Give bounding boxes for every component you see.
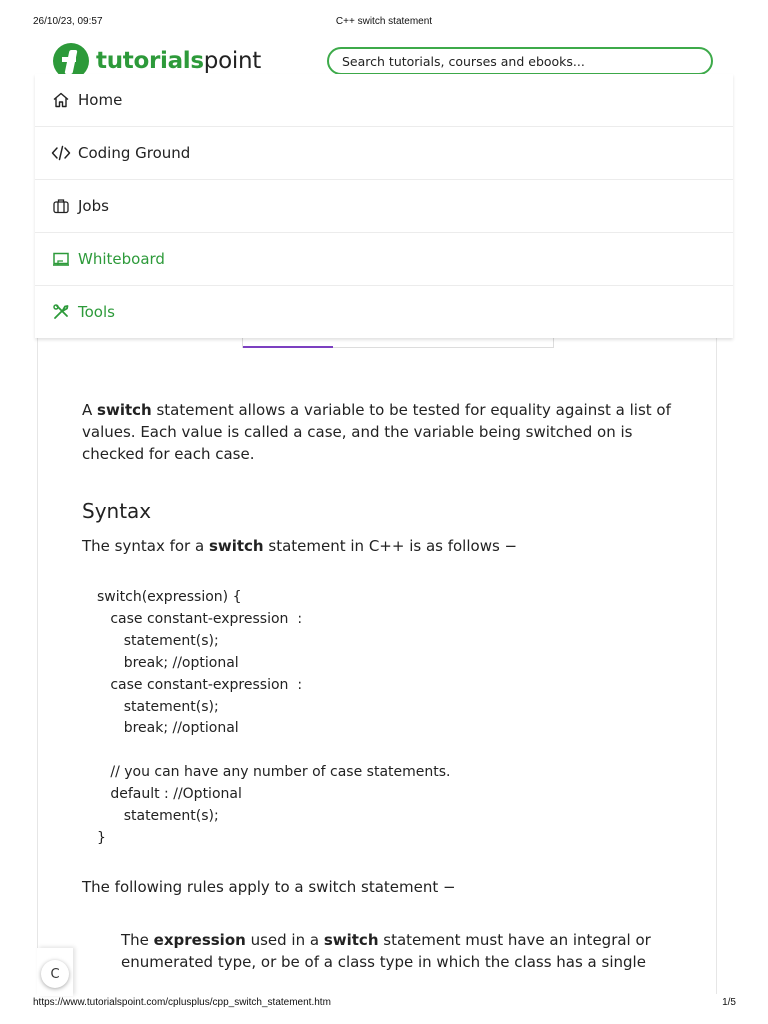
- syntax-heading: Syntax: [82, 499, 152, 523]
- rule-pre: The: [121, 931, 154, 949]
- code-line: // you can have any number of case statements.: [97, 764, 451, 781]
- floating-tab: [37, 948, 73, 996]
- code-line: default : //Optional: [97, 786, 242, 803]
- code-line: case constant-expression :: [97, 610, 303, 627]
- intro-post: statement allows a variable to be tested for equality against a list of values. Each value is called a case, and the variable being switched on is checked for each case.: [82, 401, 671, 463]
- syntax-intro-post: statement in C++ is as follows −: [263, 537, 518, 555]
- rule-keyword-switch: switch: [323, 931, 379, 949]
- nav-item-tools[interactable]: [35, 286, 733, 338]
- rule-post: statement must have an integral or enumerated type, or be of a class type in which the class has a single: [121, 931, 651, 971]
- nav-item-whiteboard[interactable]: [35, 233, 733, 286]
- nav-menu: [35, 74, 733, 338]
- logo-text: [96, 48, 261, 74]
- code-line: statement(s);: [97, 632, 219, 649]
- rule-mid: used in a: [245, 931, 324, 949]
- search-placeholder: Search tutorials, courses and ebooks...: [342, 53, 585, 69]
- code-line: switch(expression) {: [97, 589, 242, 605]
- code-block: [97, 587, 451, 850]
- logo-text-part2: point: [203, 48, 261, 74]
- nav-item-label: Home: [78, 91, 123, 109]
- home-icon: [51, 90, 71, 110]
- syntax-intro: [82, 537, 517, 555]
- nav-item-label: Coding Ground: [78, 144, 191, 162]
- code-line: statement(s);: [97, 698, 219, 715]
- logo-text-part1: tutorials: [96, 48, 204, 74]
- nav-item-label: Tools: [78, 303, 115, 321]
- nav-item-home[interactable]: [35, 74, 733, 127]
- syntax-intro-keyword: switch: [208, 537, 264, 555]
- rule-item: [121, 929, 691, 973]
- code-line: [97, 740, 451, 762]
- search-input[interactable]: [327, 47, 713, 75]
- print-title: C++ switch statement: [335, 16, 433, 27]
- print-page-number: 1/5: [722, 997, 736, 1008]
- code-line: break; //optional: [97, 654, 239, 671]
- intro-keyword: switch: [97, 401, 152, 419]
- article-content: [37, 334, 717, 994]
- tools-icon: [51, 302, 71, 322]
- ad-accent-bar: [243, 346, 333, 348]
- nav-item-label: Jobs: [78, 197, 109, 215]
- nav-item-label: Whiteboard: [78, 250, 165, 268]
- code-line: }: [97, 829, 106, 846]
- code-line: case constant-expression :: [97, 676, 303, 693]
- print-url: https://www.tutorialspoint.com/cplusplus/cpp_switch_statement.htm: [33, 997, 331, 1008]
- code-line: break; //optional: [97, 720, 239, 737]
- rules-intro: The following rules apply to a switch statement −: [82, 878, 456, 896]
- print-date: 26/10/23, 09:57: [33, 16, 103, 27]
- whiteboard-icon: [51, 249, 71, 269]
- intro-paragraph: [82, 399, 682, 465]
- code-line: statement(s);: [97, 808, 219, 825]
- fab-label: C: [50, 966, 60, 982]
- floating-action-button[interactable]: [41, 960, 69, 988]
- nav-item-jobs[interactable]: [35, 180, 733, 233]
- rule-keyword-expression: expression: [153, 931, 246, 949]
- intro-pre: A: [82, 401, 98, 419]
- code-icon: [51, 143, 71, 163]
- briefcase-icon: [51, 196, 71, 216]
- nav-item-coding-ground[interactable]: [35, 127, 733, 180]
- syntax-intro-pre: The syntax for a: [82, 537, 209, 555]
